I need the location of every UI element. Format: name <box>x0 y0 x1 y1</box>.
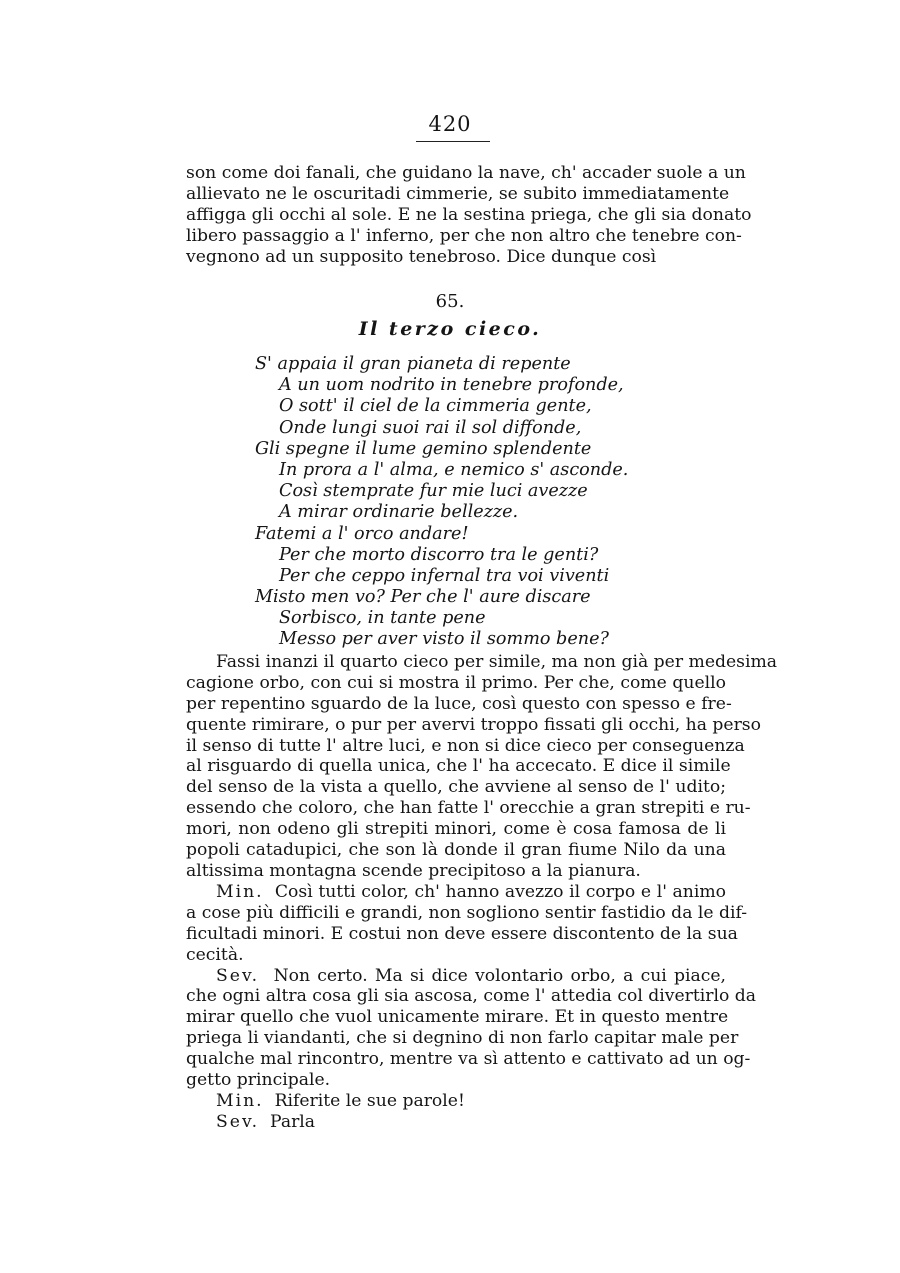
text-line: altissima montagna scende precipitoso a la pianura. <box>186 860 641 881</box>
poem-line: Sorbisco, in tante pene <box>279 608 486 629</box>
text-line: a cose più difficili e grandi, non sogliono sentir fastidio da le dif- <box>186 902 748 923</box>
poem-line: Per che ceppo infernal tra voi viventi <box>279 565 610 586</box>
speaker-label: Min. <box>216 882 264 902</box>
speaker-label: Sev. <box>216 1111 260 1132</box>
speaker-label: Sev. <box>216 965 260 986</box>
poem <box>255 354 675 651</box>
text-line: per repentino sguardo de la luce, così questo con spesso e fre- <box>186 693 732 714</box>
dialogue-turn-first-line <box>186 966 726 987</box>
dialogue-turn-first-line <box>186 1112 726 1133</box>
dialogue-text: Non certo. Ma si dice volontario orbo, a cui piace, <box>273 965 726 986</box>
intro-paragraph <box>186 163 752 267</box>
dialogue-text: Così tutti color, ch' hanno avezzo il corpo e l' animo <box>274 882 726 902</box>
poem-line: Misto men vo? Per che l' aure discare <box>255 587 591 608</box>
poem-line: S' appaia il gran pianeta di repente <box>255 354 571 374</box>
text-line: che ogni altra cosa gli sia ascosa, come l' attedia col divertirlo da <box>186 986 757 1007</box>
text-line: getto principale. <box>186 1070 331 1091</box>
dialogue-turn-first-line <box>186 1091 726 1112</box>
poem-line: Così stemprate fur mie luci avezze <box>279 481 588 502</box>
text-line: affigga gli occhi al sole. E ne la sestina priega, che gli sia donato <box>186 204 752 225</box>
poem-line: Onde lungi suoi rai il sol diffonde, <box>279 417 582 438</box>
poem-line: A un uom nodrito in tenebre profonde, <box>279 375 624 396</box>
text-line: libero passaggio a l' inferno, per che non altro che tenebre con- <box>186 225 742 246</box>
text-line: del senso de la vista a quello, che avviene al senso de l' udito; <box>186 777 726 798</box>
poem-line: Per che morto discorro tra le genti? <box>279 544 599 565</box>
text-line: ficultadi minori. E costui non deve essere discontento de la sua <box>186 923 738 944</box>
text-line: allievato ne le oscuritadi cimmerie, se subito immediatamente <box>186 183 730 204</box>
text-line: qualche mal rincontro, mentre va sì attento e cattivato ad un og- <box>186 1049 751 1070</box>
page-number: 420 <box>428 112 472 136</box>
poem-line: O sott' il ciel de la cimmeria gente, <box>279 396 592 417</box>
poem-line: A mirar ordinarie bellezze. <box>279 502 519 523</box>
poem-line: Messo per aver visto il sommo bene? <box>279 629 609 650</box>
text-line: cagione orbo, con cui si mostra il primo. Per che, come quello <box>186 672 726 693</box>
dialogue-text: Parla <box>270 1111 316 1132</box>
stanza-title: Il terzo cieco. <box>358 318 542 340</box>
dialogue-text: Riferite le sue parole! <box>274 1090 465 1111</box>
text-line: vegnono ad un supposito tenebroso. Dice dunque così <box>186 246 657 267</box>
text-line: son come doi fanali, che guidano la nave, ch' accader suole a un <box>186 163 746 183</box>
header-rule <box>416 141 490 142</box>
prose-paragraph <box>186 652 778 882</box>
text-line: mirar quello che vuol unicamente mirare. Et in questo mentre <box>186 1007 729 1028</box>
text-line: al risguardo di quella unica, che l' ha accecato. E dice il simile <box>186 756 731 777</box>
text-line: mori, non odeno gli strepiti minori, come è cosa famosa de li <box>186 819 726 840</box>
text-line: quente rimirare, o pur per avervi troppo fissati gli occhi, ha perso <box>186 714 761 735</box>
text-line: il senso di tutte l' altre luci, e non si dice cieco per conseguenza <box>186 735 745 756</box>
speaker-label: Min. <box>216 1090 264 1111</box>
text-line: essendo che coloro, che han fatte l' orecchie a gran strepiti e ru- <box>186 798 751 819</box>
dialogue <box>186 882 757 1133</box>
text-line: popoli catadupici, che son là donde il gran fiume Nilo da una <box>186 840 726 861</box>
text-line: Fassi inanzi il quarto cieco per simile, ma non già per medesima <box>216 652 778 672</box>
stanza-number: 65. <box>435 291 465 312</box>
text-line: priega li viandanti, che si degnino di non farlo capitar male per <box>186 1028 739 1049</box>
poem-line: Fatemi a l' orco andare! <box>255 523 469 544</box>
dialogue-turn-first-line <box>186 882 726 903</box>
poem-line: In prora a l' alma, e nemico s' asconde. <box>279 459 629 480</box>
text-line: cecità. <box>186 944 244 965</box>
poem-line: Gli spegne il lume gemino splendente <box>255 438 592 459</box>
